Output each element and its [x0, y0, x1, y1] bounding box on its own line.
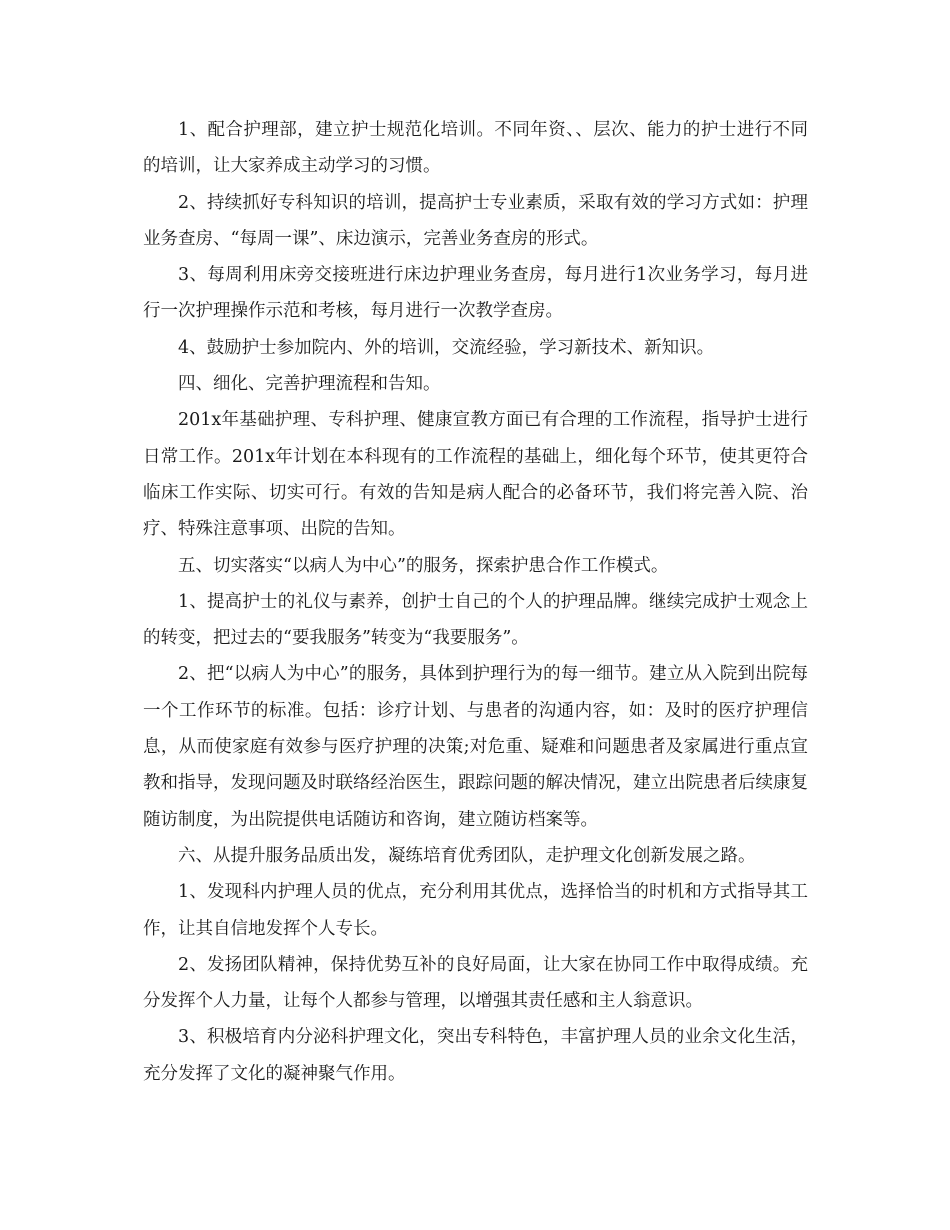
paragraph: 3、积极培育内分泌科护理文化，突出专科特色，丰富护理人员的业余文化生活，充分发挥了文化的凝神聚气作用。 — [143, 1027, 808, 1084]
paragraph: 4、鼓励护士参加院内、外的培训，交流经验，学习新技术、新知识。 — [178, 337, 715, 358]
section-heading: 六、从提升服务品质出发，凝练培育优秀团队，走护理文化创新发展之路。 — [178, 845, 756, 866]
document-page — [143, 112, 808, 1092]
paragraph: 2、持续抓好专科知识的培训，提高护士专业素质，采取有效的学习方式如：护理业务查房、“每周一课”、床边演示，完善业务查房的形式。 — [143, 192, 808, 249]
paragraph: 1、发现科内护理人员的优点，充分利用其优点，选择恰当的时机和方式指导其工作，让其自信地发挥个人专长。 — [143, 882, 808, 939]
section-heading: 四、细化、完善护理流程和告知。 — [178, 374, 441, 395]
section-heading: 五、切实落实“以病人为中心”的服务，探索护患合作工作模式。 — [178, 555, 669, 576]
paragraph: 201x年基础护理、专科护理、健康宣教方面已有合理的工作流程，指导护士进行日常工作。201x年计划在本科现有的工作流程的基础上，细化每个环节，使其更符合临床工作实际、切实可行。有效的告知是病人配合的必备环节，我们将完善入院、治疗、特殊注意事项、出院的告知。 — [143, 410, 808, 540]
paragraph: 2、发扬团队精神，保持优势互补的良好局面，让大家在协同工作中取得成绩。充分发挥个人力量，让每个人都参与管理，以增强其责任感和主人翁意识。 — [143, 954, 808, 1012]
paragraph: 3、每周利用床旁交接班进行床边护理业务查房，每月进行1次业务学习，每月进行一次护理操作示范和考核，每月进行一次教学查房。 — [143, 265, 808, 322]
paragraph: 1、配合护理部，建立护士规范化培训。不同年资、、层次、能力的护士进行不同的培训，让大家养成主动学习的习惯。 — [143, 120, 808, 177]
paragraph: 1、提高护士的礼仪与素养，创护士自己的个人的护理品牌。继续完成护士观念上的转变，把过去的“要我服务”转变为“我要服务”。 — [143, 591, 808, 649]
paragraph: 2、把“以病人为中心”的服务，具体到护理行为的每一细节。建立从入院到出院每一个工作环节的标准。包括：诊疗计划、与患者的沟通内容，如：及时的医疗护理信息，从而使家庭有效参与医疗护理的决策;对危重、疑难和问题患者及家属进行重点宣教和指导，发现问题及时联络经治医生，跟踪问题的解决情况，建立出院患者后续康复随访制度，为出院提供电话随访和咨询，建立随访档案等。 — [143, 664, 808, 830]
